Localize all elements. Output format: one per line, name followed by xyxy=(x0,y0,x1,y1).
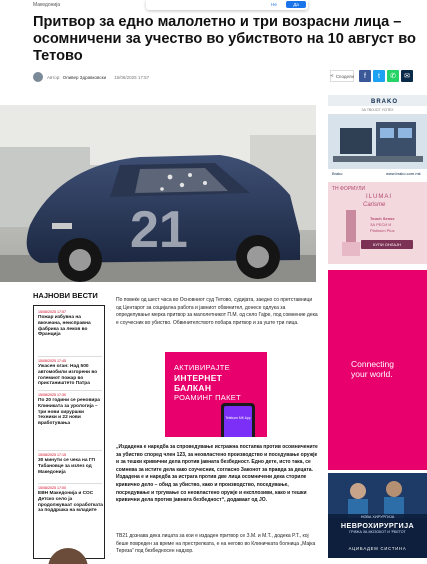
author-prefix: Автор: xyxy=(47,74,61,80)
latest-news-list xyxy=(33,305,105,559)
phone-image xyxy=(221,403,255,437)
list-item[interactable] xyxy=(38,310,104,338)
phone-screen-text: Telekom МК App xyxy=(224,406,252,437)
neurosurgery-subtitle: ГРИЖА ЗА МОЗОКОТ И ’РБЕТОТ xyxy=(349,530,406,534)
email-icon: ✉ xyxy=(404,73,410,80)
ilumai-buy-button[interactable]: КУПИ ОНЛАЈН xyxy=(361,240,413,249)
news-headline[interactable]: Ужасен оган: Над 500 автомобили изгорени во големиот пожар во пристаништето Патра xyxy=(38,364,98,387)
ilumai-text-3: Platinum Plus xyxy=(370,228,395,233)
article-title: Притвор за едно малолетно и три возрасни лица – осомничени за учество во убиството на 10 август во Тетово xyxy=(33,14,416,64)
ilumai-sub: Carisme xyxy=(363,202,386,208)
facebook-icon: f xyxy=(364,72,366,80)
neurosurgery-image xyxy=(328,473,427,518)
ilumai-text-1: Touch Sense xyxy=(370,216,395,221)
twitter-icon: t xyxy=(378,72,380,80)
author-avatar xyxy=(33,72,43,82)
brako-logo: BRAKO xyxy=(371,99,398,105)
news-date: 15/08/2025 17:57 xyxy=(38,310,66,314)
ilumai-top-text: TH ФОРМУЛИ xyxy=(332,186,366,192)
ilumai-text-2: ЗА РЕСИ И xyxy=(370,222,392,227)
brako-footer-right: www.brako.com.mk xyxy=(386,171,421,176)
news-date: 15/08/2025 17:00 xyxy=(38,486,66,490)
author-name[interactable]: Оливер Здравковски xyxy=(62,74,107,80)
top-strip xyxy=(0,0,427,14)
whatsapp-share-button[interactable] xyxy=(387,70,399,82)
byline xyxy=(33,71,333,83)
latest-news-title: НАЈНОВИ ВЕСТИ xyxy=(33,291,98,300)
brako-ad[interactable] xyxy=(328,95,427,178)
news-headline[interactable]: По 20 години се реновира Клиниката за урологија – три нови хируршки техники и 22 нови вработувања xyxy=(38,398,100,427)
share-icon: ⋖ xyxy=(330,73,334,78)
list-item[interactable] xyxy=(38,486,104,514)
news-headline[interactable]: ЕВН Македонија и СОС Детско село ја продолжуваат соработката за поддршка на младите xyxy=(38,491,103,514)
news-date: 15/08/2025 17:45 xyxy=(38,359,66,363)
divider xyxy=(38,483,102,484)
consent-yes-button[interactable]: Да xyxy=(286,1,306,8)
share-bar xyxy=(357,70,413,83)
ilumai-logo: ILUMAI xyxy=(366,194,393,200)
category-label[interactable]: Македонија xyxy=(33,2,61,8)
share-button[interactable] xyxy=(330,70,354,82)
divider xyxy=(38,356,102,357)
ad-line-2: ИНТЕРНЕТ xyxy=(174,373,223,383)
facebook-share-button[interactable] xyxy=(359,70,371,82)
hero-image xyxy=(0,105,316,282)
news-date: 15/08/2025 17:30 xyxy=(38,393,66,397)
brako-tagline: ЗА ТВОЈОТ УСПЕХ xyxy=(328,106,427,114)
news-date: 15/08/2025 17:15 xyxy=(38,453,66,457)
share-label: Сподели xyxy=(335,73,354,79)
list-item[interactable] xyxy=(38,393,104,427)
ad-line-3: БАЛКАН xyxy=(174,383,212,393)
brako-footer-left: Brako xyxy=(332,171,343,176)
whatsapp-icon: ✆ xyxy=(390,73,396,80)
email-share-button[interactable] xyxy=(401,70,413,82)
article-quote: „Издадена е наредба за спроведување истражна постапка против осомничените за убиство според член 123, за неовластено производство и поседување оружје и за тешки кривични дела против јавната безбедност. Едно дете, исто така, се сомнева за истите дела како соучесник, согласно Законот за правда за децата. Издадена е и наредба за истрага против две лица осомничени дека сториле кривично дело – обид за убиство, како и производство, поседување, посредување и тргување со неовластено оружје и експлозиви, како и тешки кривични дела против јавната безбедност“, додаваат од ЈО. xyxy=(116,444,318,504)
connecting-text: Connecting your world. xyxy=(351,359,395,379)
connecting-ad[interactable] xyxy=(328,270,427,470)
neurosurgery-title: НЕВРОХИРУРГИЈА xyxy=(340,521,415,530)
ad-line-1: АКТИВИРАЈТЕ xyxy=(174,363,230,372)
ilumai-product-image xyxy=(336,210,366,260)
neurosurgery-ad[interactable] xyxy=(328,473,427,558)
ad-line-4: РОАМИНГ ПАКЕТ xyxy=(174,393,241,402)
divider xyxy=(38,450,102,451)
list-item[interactable] xyxy=(38,359,104,387)
consent-dialog xyxy=(146,0,308,10)
news-headline[interactable]: 30 минути се чека на ГП Табановце за излез од Македонија xyxy=(38,458,96,475)
news-headline[interactable]: Пожар избувна на вкочеана, неисправна фабрика за леков во Франција xyxy=(38,315,91,338)
telekom-roaming-ad[interactable] xyxy=(165,352,267,437)
ilumai-ad[interactable] xyxy=(328,182,427,264)
neurosurgery-brand: АЦИБАДЕМ СИСТИНА xyxy=(348,546,407,551)
consent-no-button[interactable]: Не xyxy=(271,2,277,7)
twitter-share-button[interactable] xyxy=(373,70,385,82)
hero-watermark: 21 xyxy=(130,201,188,259)
neurosurgery-small: НОВА ХИРУРГИЈА xyxy=(360,515,395,519)
divider xyxy=(38,390,102,391)
list-item[interactable] xyxy=(38,453,104,475)
brako-footer xyxy=(328,169,427,178)
publish-date: 15/08/2025 17:57 xyxy=(114,74,150,80)
article-paragraph: ТВ21 дознава дека лицата за кои е издаден притвор се З.М. и М.Т., додека Р.Т., кој беше повреден за време на престрелката, е на негово во Клиничката болница „Мајка Тереза“ под безбедносен надзор. xyxy=(116,533,316,555)
brako-machine-image xyxy=(328,114,427,169)
article-paragraph: По повеќе од шест часа во Основниот суд Тетово, судијата, заедно со претставници од Центарот за социјална работа и јавниот обвинител, донесе одлука за определување мерка притвор за малолетникот П.М. од село Гајре, под сомнение дека е соучесник во убиство. Обвинителството побара притвор и за уште три лица. xyxy=(116,297,318,326)
